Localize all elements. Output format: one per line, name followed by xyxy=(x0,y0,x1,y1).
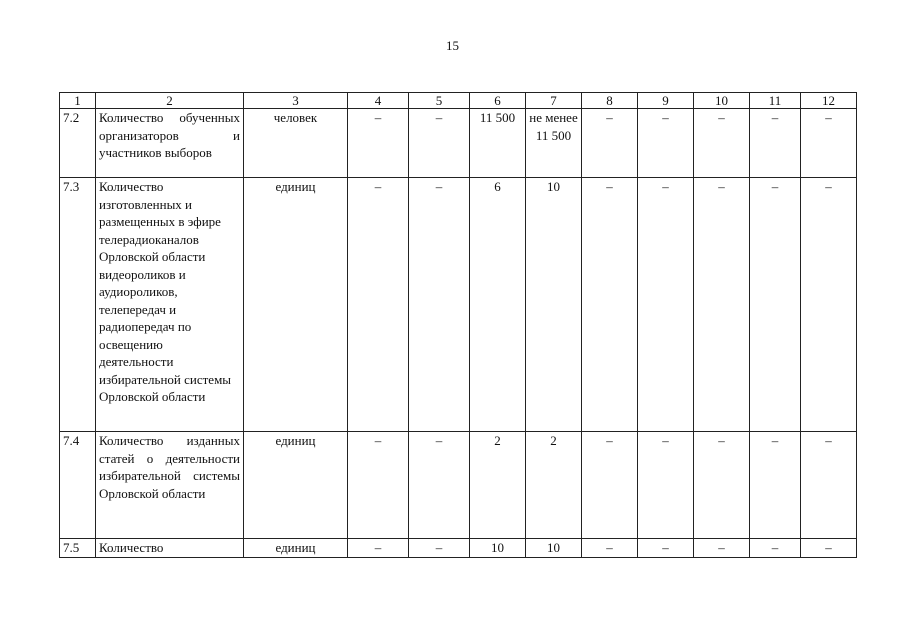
value-cell-12: – xyxy=(801,432,857,539)
value-cell-12: – xyxy=(801,539,857,558)
value-cell-9: – xyxy=(638,432,694,539)
value-cell-7: не менее 11 500 xyxy=(526,109,582,178)
header-cell-7: 7 xyxy=(526,93,582,109)
header-cell-12: 12 xyxy=(801,93,857,109)
value-cell-7: 10 xyxy=(526,539,582,558)
value-cell-6: 2 xyxy=(470,432,526,539)
header-cell-6: 6 xyxy=(470,93,526,109)
value-cell-4: – xyxy=(348,109,409,178)
value-cell-11: – xyxy=(750,432,801,539)
indicator-name: Количество обученных организаторов и участников выборов xyxy=(96,109,244,178)
value-cell-9: – xyxy=(638,109,694,178)
value-cell-5: – xyxy=(409,109,470,178)
row-number: 7.5 xyxy=(60,539,96,558)
header-cell-4: 4 xyxy=(348,93,409,109)
row-number: 7.3 xyxy=(60,178,96,432)
value-cell-9: – xyxy=(638,178,694,432)
value-cell-9: – xyxy=(638,539,694,558)
page-number: 15 xyxy=(446,38,459,53)
unit-cell: человек xyxy=(244,109,348,178)
value-cell-8: – xyxy=(582,178,638,432)
value-cell-10: – xyxy=(694,109,750,178)
indicator-name: Количество изготовленных и размещенных в эфире телерадиоканалов Орловской области видеороликов и аудиороликов, телепередач и радиопередач по освещению деятельности избирательной системы Орловской области xyxy=(96,178,244,432)
header-cell-11: 11 xyxy=(750,93,801,109)
table-row xyxy=(60,432,857,539)
value-cell-4: – xyxy=(348,539,409,558)
value-cell-10: – xyxy=(694,178,750,432)
value-cell-6: 10 xyxy=(470,539,526,558)
table-row xyxy=(60,178,857,432)
value-cell-11: – xyxy=(750,109,801,178)
value-cell-8: – xyxy=(582,109,638,178)
table-row xyxy=(60,539,857,558)
value-cell-11: – xyxy=(750,178,801,432)
value-cell-6: 6 xyxy=(470,178,526,432)
unit-cell: единиц xyxy=(244,178,348,432)
value-cell-4: – xyxy=(348,178,409,432)
indicators-table xyxy=(59,92,857,558)
unit-cell: единиц xyxy=(244,539,348,558)
header-cell-10: 10 xyxy=(694,93,750,109)
header-row xyxy=(60,93,857,109)
indicator-name: Количество xyxy=(96,539,244,558)
value-cell-10: – xyxy=(694,432,750,539)
value-cell-8: – xyxy=(582,432,638,539)
value-cell-5: – xyxy=(409,432,470,539)
value-cell-12: – xyxy=(801,178,857,432)
value-cell-6: 11 500 xyxy=(470,109,526,178)
header-cell-5: 5 xyxy=(409,93,470,109)
header-cell-9: 9 xyxy=(638,93,694,109)
row-number: 7.4 xyxy=(60,432,96,539)
value-cell-5: – xyxy=(409,539,470,558)
value-cell-7: 2 xyxy=(526,432,582,539)
unit-cell: единиц xyxy=(244,432,348,539)
table-row xyxy=(60,109,857,178)
value-cell-12: – xyxy=(801,109,857,178)
value-cell-5: – xyxy=(409,178,470,432)
row-number: 7.2 xyxy=(60,109,96,178)
header-cell-2: 2 xyxy=(96,93,244,109)
value-cell-10: – xyxy=(694,539,750,558)
value-cell-8: – xyxy=(582,539,638,558)
header-cell-8: 8 xyxy=(582,93,638,109)
value-cell-11: – xyxy=(750,539,801,558)
header-cell-3: 3 xyxy=(244,93,348,109)
value-cell-7: 10 xyxy=(526,178,582,432)
indicator-name: Количество изданных статей о деятельности избирательной системы Орловской области xyxy=(96,432,244,539)
header-cell-1: 1 xyxy=(60,93,96,109)
value-cell-4: – xyxy=(348,432,409,539)
